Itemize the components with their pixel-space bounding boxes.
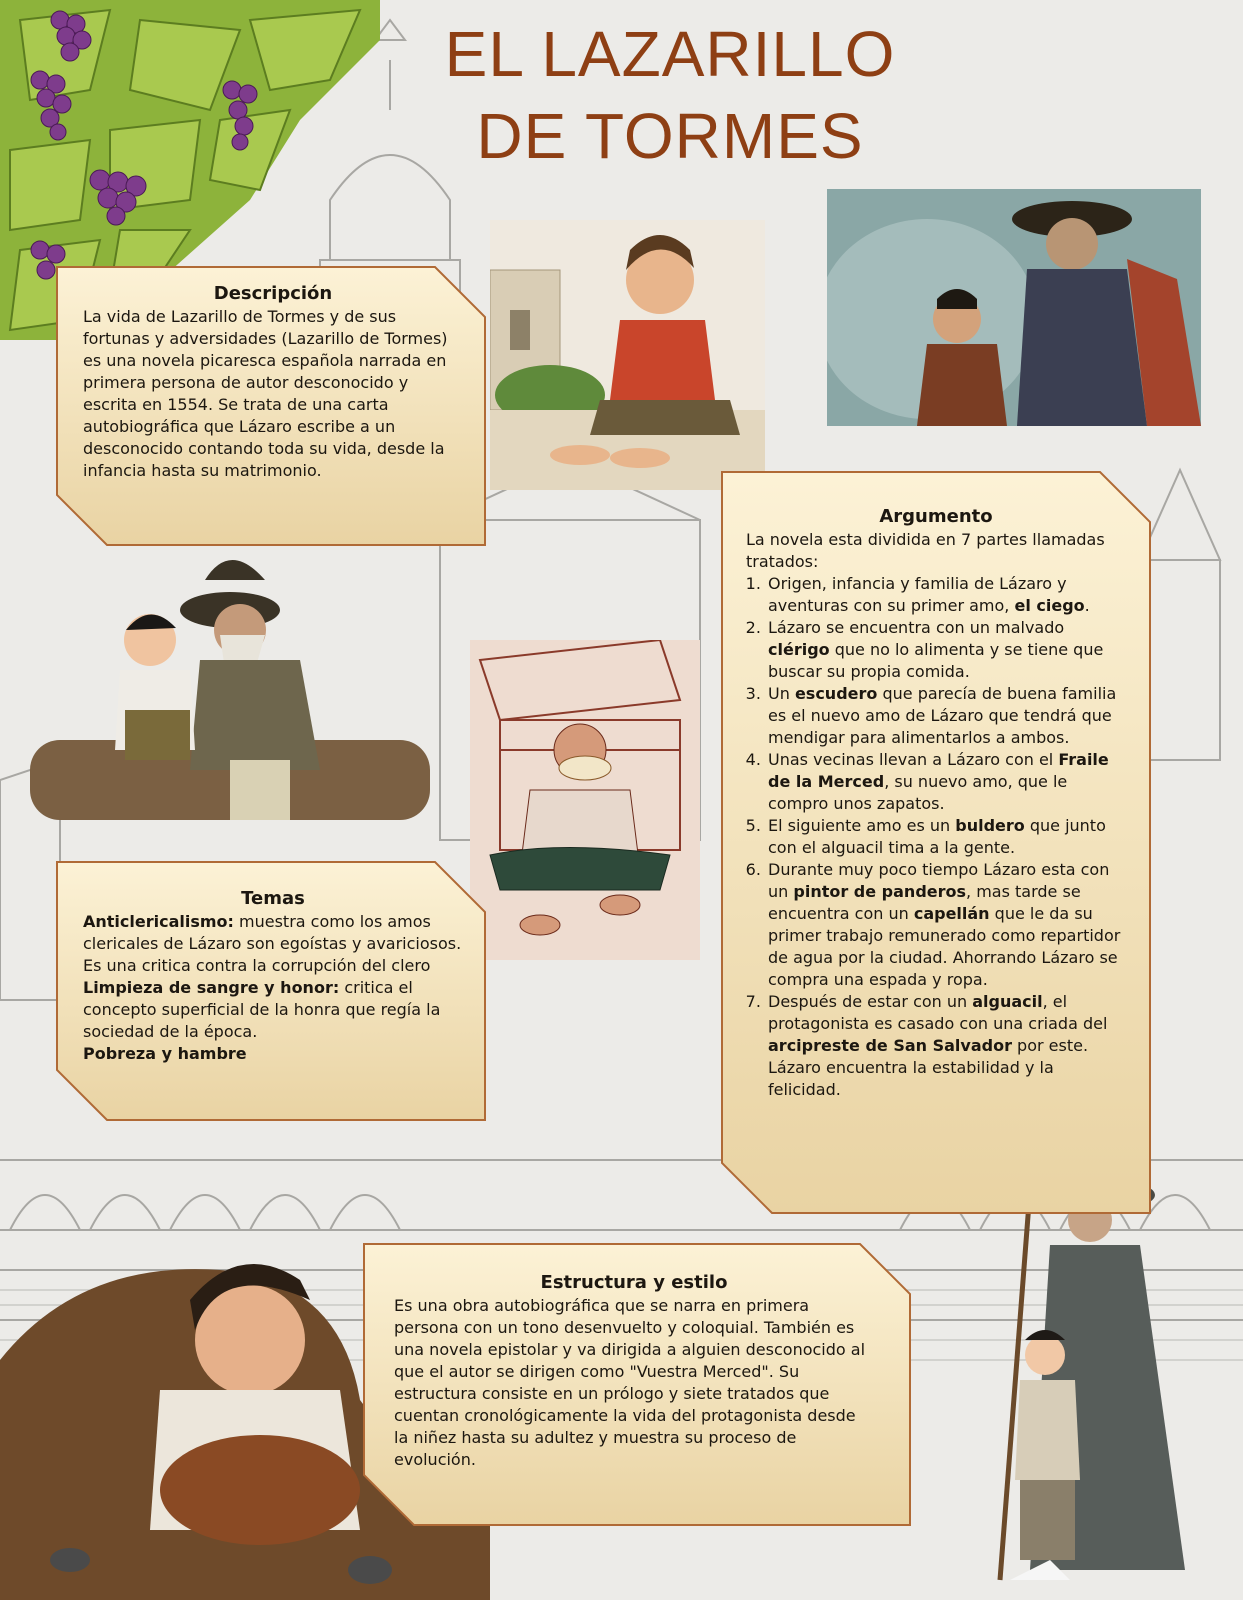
tratado-2-end: que no lo alimenta y se tiene que buscar su propia comida.	[768, 640, 1104, 681]
argumento-heading: Argumento	[879, 506, 993, 527]
tema-limpieza-sangre-label: Limpieza de sangre y honor:	[83, 978, 340, 997]
tema-limpieza-sangre	[83, 977, 463, 1043]
tratado-5-end: que junto con el alguacil tima a la gente.	[768, 816, 1106, 857]
descripcion-text: La vida de Lazarillo de Tormes y de sus fortunas y adversidades (Lazarillo de Tormes) es una novela picaresca española narrada en primera persona de autor desconocido y escrita en 1554. Se trata de una carta autobiográfica que Lázaro escribe a un desconocido contando toda su vida, desde la infancia hasta su matrimonio.	[83, 307, 448, 480]
tratado-item	[766, 573, 1126, 617]
tratado-1-end: .	[1084, 596, 1090, 615]
tratado-6-text: Durante muy poco tiempo Lázaro esta con un	[768, 860, 1110, 901]
page-title-line2: DE TORMES	[476, 100, 864, 172]
tema-anticlericalismo-text: muestra como los amos clericales de Lázaro son egoístas y avariciosos. Es una critica contra la corrupción del clero	[83, 912, 462, 975]
tratado-6-amo: pintor de panderos	[793, 882, 967, 901]
tema-pobreza	[83, 1043, 463, 1065]
tratado-3-amo: escudero	[794, 684, 878, 703]
tratado-7-mid: , el protagonista es casado con una criada del	[768, 992, 1108, 1033]
tratado-item	[766, 749, 1126, 815]
tema-anticlericalismo-label: Anticlericalismo:	[83, 912, 234, 931]
temas-heading: Temas	[241, 888, 305, 909]
estructura-panel	[362, 1242, 912, 1527]
tratado-2-amo: clérigo	[768, 640, 830, 659]
page-title-line1: EL LAZARILLO	[444, 18, 896, 90]
descripcion-heading: Descripción	[213, 283, 333, 304]
tema-limpieza-sangre-text: critica el concepto superficial de la honra que regía la sociedad de la época.	[83, 978, 441, 1041]
estructura-text: Es una obra autobiográfica que se narra en primera persona con un tono desenvuelto y coloquial. También es una novela epistolar y va dirigida a alguien desconocido al que el autor se dirigen como "Vuestra Merced". Su estructura consiste en un prólogo y siete tratados que cuentan cronológicamente la vida del protagonista desde la niñez hasta su adultez y muestra su proceso de evolución.	[394, 1296, 866, 1469]
tratado-7-text: Después de estar con un	[768, 992, 973, 1011]
blind-man-walking-illustration	[990, 1150, 1200, 1595]
tratado-6-end: que le da su primer trabajo remunerado como repartidor de agua por la ciudad. Ahorrando Lázaro se compra una espada y ropa.	[768, 904, 1121, 989]
tratado-3-text: Un	[768, 684, 795, 703]
tratado-item	[766, 991, 1126, 1101]
tratado-item	[766, 683, 1126, 749]
boy-eating-bread-chest-illustration	[470, 640, 700, 960]
tratado-3-end: que parecía de buena familia es el nuevo amo de Lázaro que tendrá que mendigar para alimentarlos a ambos.	[768, 684, 1117, 747]
lazarillo-sitting-illustration	[490, 220, 765, 490]
tema-anticlericalismo	[83, 911, 463, 977]
tratado-5-text: El siguiente amo es un	[768, 816, 956, 835]
tratado-4-amo: Fraile de la Merced	[768, 750, 1109, 791]
tratado-7-end: por este. Lázaro encuentra la estabilidad y la felicidad.	[768, 1036, 1089, 1099]
tema-pobreza-label: Pobreza y hambre	[83, 1044, 247, 1063]
tratado-1-amo: el ciego	[1014, 596, 1085, 615]
boy-and-blind-man-eating-illustration	[30, 540, 430, 840]
tratado-4-end: , su nuevo amo, que le compro unos zapatos.	[768, 772, 1068, 813]
argumento-intro: La novela esta dividida en 7 partes llamadas tratados:	[746, 530, 1105, 571]
argumento-panel	[720, 470, 1152, 1215]
estructura-heading: Estructura y estilo	[540, 1272, 728, 1293]
tratado-6-mid: , mas tarde se encuentra con un	[768, 882, 1081, 923]
tratado-5-amo: buldero	[955, 816, 1025, 835]
tratado-7-amo: alguacil	[972, 992, 1043, 1011]
tratado-6-amo2: capellán	[913, 904, 990, 923]
tratado-1-text: Origen, infancia y familia de Lázaro y aventuras con su primer amo,	[768, 574, 1067, 615]
descripcion-panel	[55, 265, 487, 547]
temas-panel	[55, 860, 487, 1122]
tratado-item	[766, 617, 1126, 683]
tratado-4-text: Unas vecinas llevan a Lázaro con el	[768, 750, 1059, 769]
tratado-item	[766, 859, 1126, 991]
tratado-item	[766, 815, 1126, 859]
tratado-2-text: Lázaro se encuentra con un malvado	[768, 618, 1065, 637]
tratado-7-amo2: arcipreste de San Salvador	[768, 1036, 1012, 1055]
tratados-list	[746, 573, 1126, 1101]
blind-man-illustration	[827, 189, 1201, 426]
